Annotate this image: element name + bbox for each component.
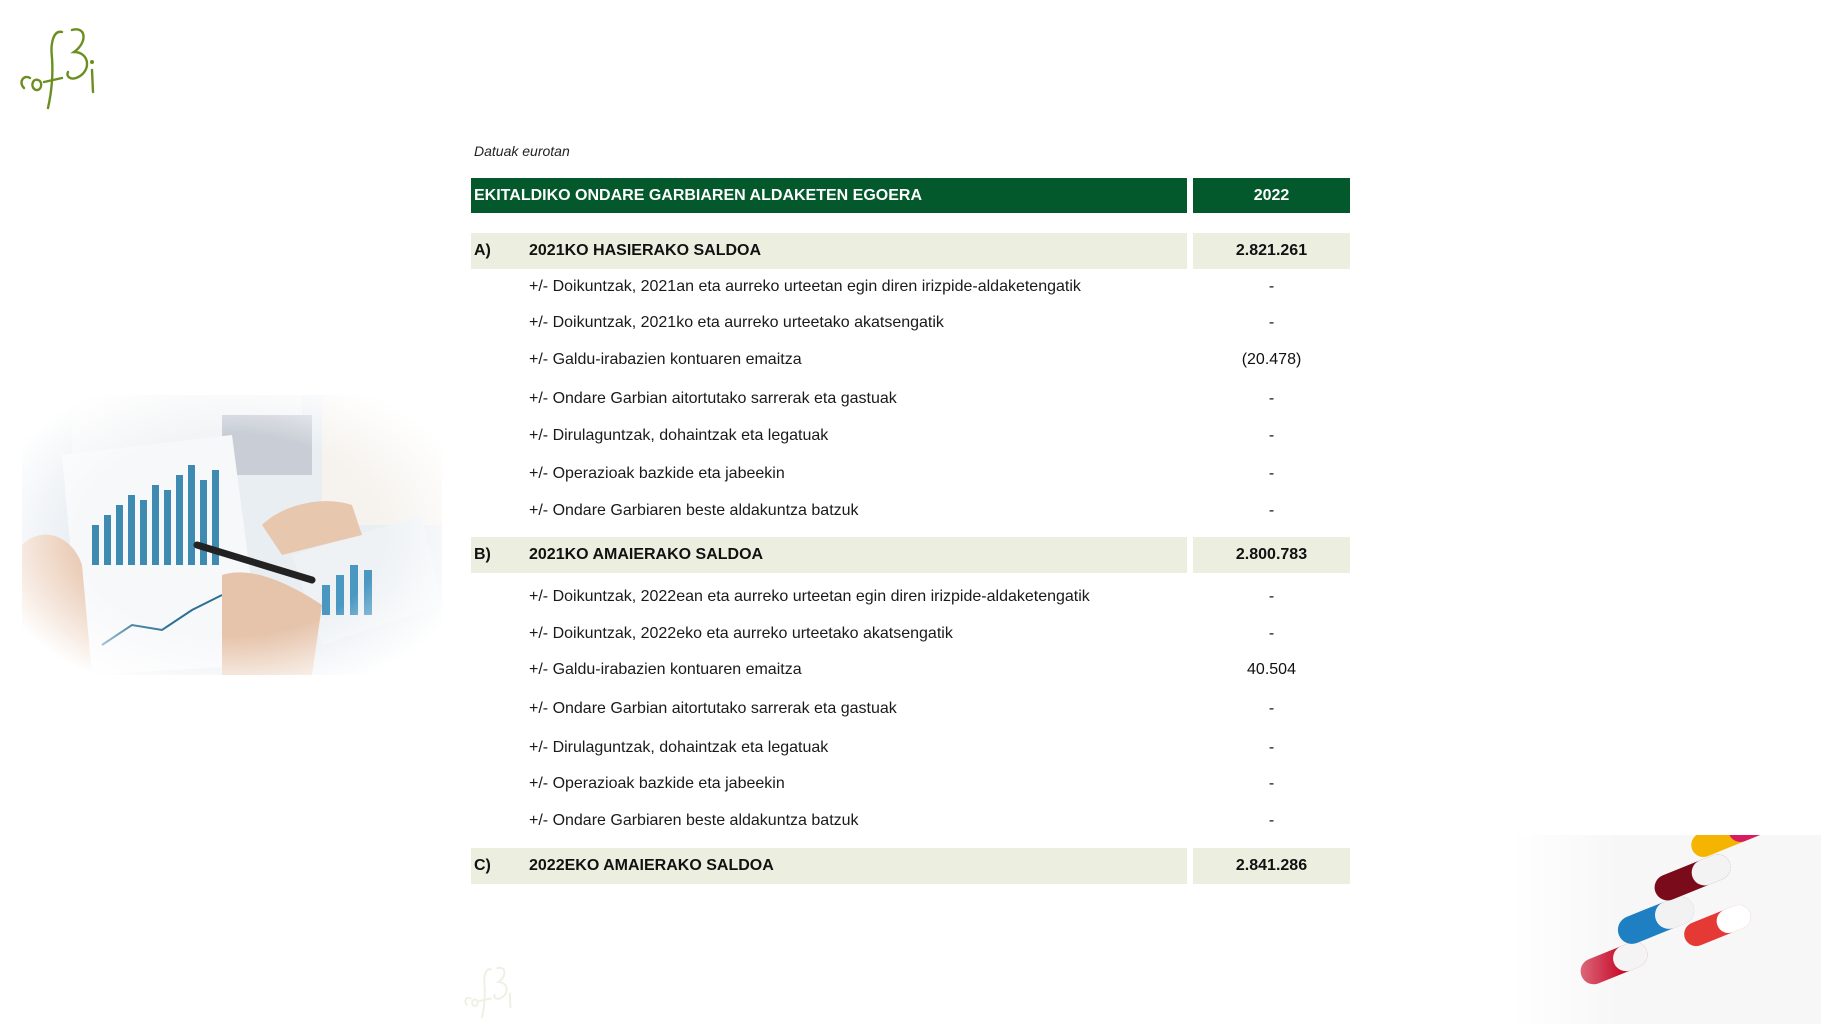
row-label: +/- Doikuntzak, 2021an eta aurreko urteetan egin diren irizpide-aldaketengatik — [529, 278, 1081, 295]
table-row — [471, 308, 1350, 338]
table-header-year: 2022 — [1193, 178, 1350, 213]
currency-note: Datuak eurotan — [474, 143, 570, 159]
row-value: - — [1268, 812, 1275, 829]
row-value: 2.821.261 — [1193, 233, 1350, 269]
row-label: +/- Dirulaguntzak, dohaintzak eta legatuak — [529, 427, 829, 444]
row-value: - — [1268, 465, 1275, 482]
table-row — [471, 421, 1350, 451]
row-label: 2022EKO AMAIERAKO SALDOA — [529, 857, 774, 874]
pills-photo — [1512, 835, 1821, 1024]
row-label: +/- Ondare Garbiaren beste aldakuntza batzuk — [529, 502, 859, 519]
business-charts-photo — [22, 395, 442, 675]
row-value: - — [1268, 427, 1275, 444]
row-label: +/- Ondare Garbian aitortutako sarrerak eta gastuak — [529, 390, 897, 407]
row-label: +/- Ondare Garbiaren beste aldakuntza batzuk — [529, 812, 859, 829]
row-label: 2021KO HASIERAKO SALDOA — [529, 242, 762, 259]
table-row — [471, 806, 1350, 836]
cofbi-logo — [10, 12, 105, 114]
row-label: +/- Ondare Garbian aitortutako sarrerak eta gastuak — [529, 700, 897, 717]
table-row — [471, 459, 1350, 489]
table-row — [471, 384, 1350, 414]
table-row-total — [471, 537, 1350, 573]
row-label: +/- Operazioak bazkide eta jabeekin — [529, 775, 785, 792]
row-label: +/- Dirulaguntzak, dohaintzak eta legatuak — [529, 739, 829, 756]
row-label: +/- Galdu-irabazien kontuaren emaitza — [529, 661, 802, 678]
row-value: - — [1268, 278, 1275, 295]
row-label: +/- Operazioak bazkide eta jabeekin — [529, 465, 785, 482]
row-code: B) — [474, 546, 491, 563]
row-value: - — [1268, 588, 1275, 605]
table-row — [471, 619, 1350, 649]
table-row — [471, 496, 1350, 526]
row-value: - — [1268, 314, 1275, 331]
table-row-total — [471, 848, 1350, 884]
row-value: - — [1268, 775, 1275, 792]
table-row — [471, 769, 1350, 799]
row-label: +/- Galdu-irabazien kontuaren emaitza — [529, 351, 802, 368]
row-code: A) — [474, 242, 491, 259]
table-row — [471, 582, 1350, 612]
row-value: 2.800.783 — [1193, 537, 1350, 573]
row-label: +/- Doikuntzak, 2021ko eta aurreko urteetako akatsengatik — [529, 314, 944, 331]
row-value: - — [1268, 390, 1275, 407]
row-label: 2021KO AMAIERAKO SALDOA — [529, 546, 764, 563]
row-value: - — [1268, 700, 1275, 717]
table-header-title: EKITALDIKO ONDARE GARBIAREN ALDAKETEN EGOERA — [471, 178, 1187, 213]
table-row — [471, 345, 1350, 375]
table-row — [471, 272, 1350, 302]
row-value: - — [1268, 739, 1275, 756]
table-row — [471, 694, 1350, 724]
row-value: 40.504 — [1247, 661, 1296, 678]
row-code: C) — [474, 857, 491, 874]
table-row-total — [471, 233, 1350, 269]
row-value: 2.841.286 — [1193, 848, 1350, 884]
row-value: - — [1268, 625, 1275, 642]
row-label: +/- Doikuntzak, 2022ean eta aurreko urteetan egin diren irizpide-aldaketengatik — [529, 588, 1090, 605]
row-value: (20.478) — [1241, 351, 1302, 368]
cofbi-watermark — [458, 955, 518, 1023]
table-row — [471, 733, 1350, 763]
table-row — [471, 655, 1350, 685]
row-label: +/- Doikuntzak, 2022eko eta aurreko urteetako akatsengatik — [529, 625, 953, 642]
row-value: - — [1268, 502, 1275, 519]
